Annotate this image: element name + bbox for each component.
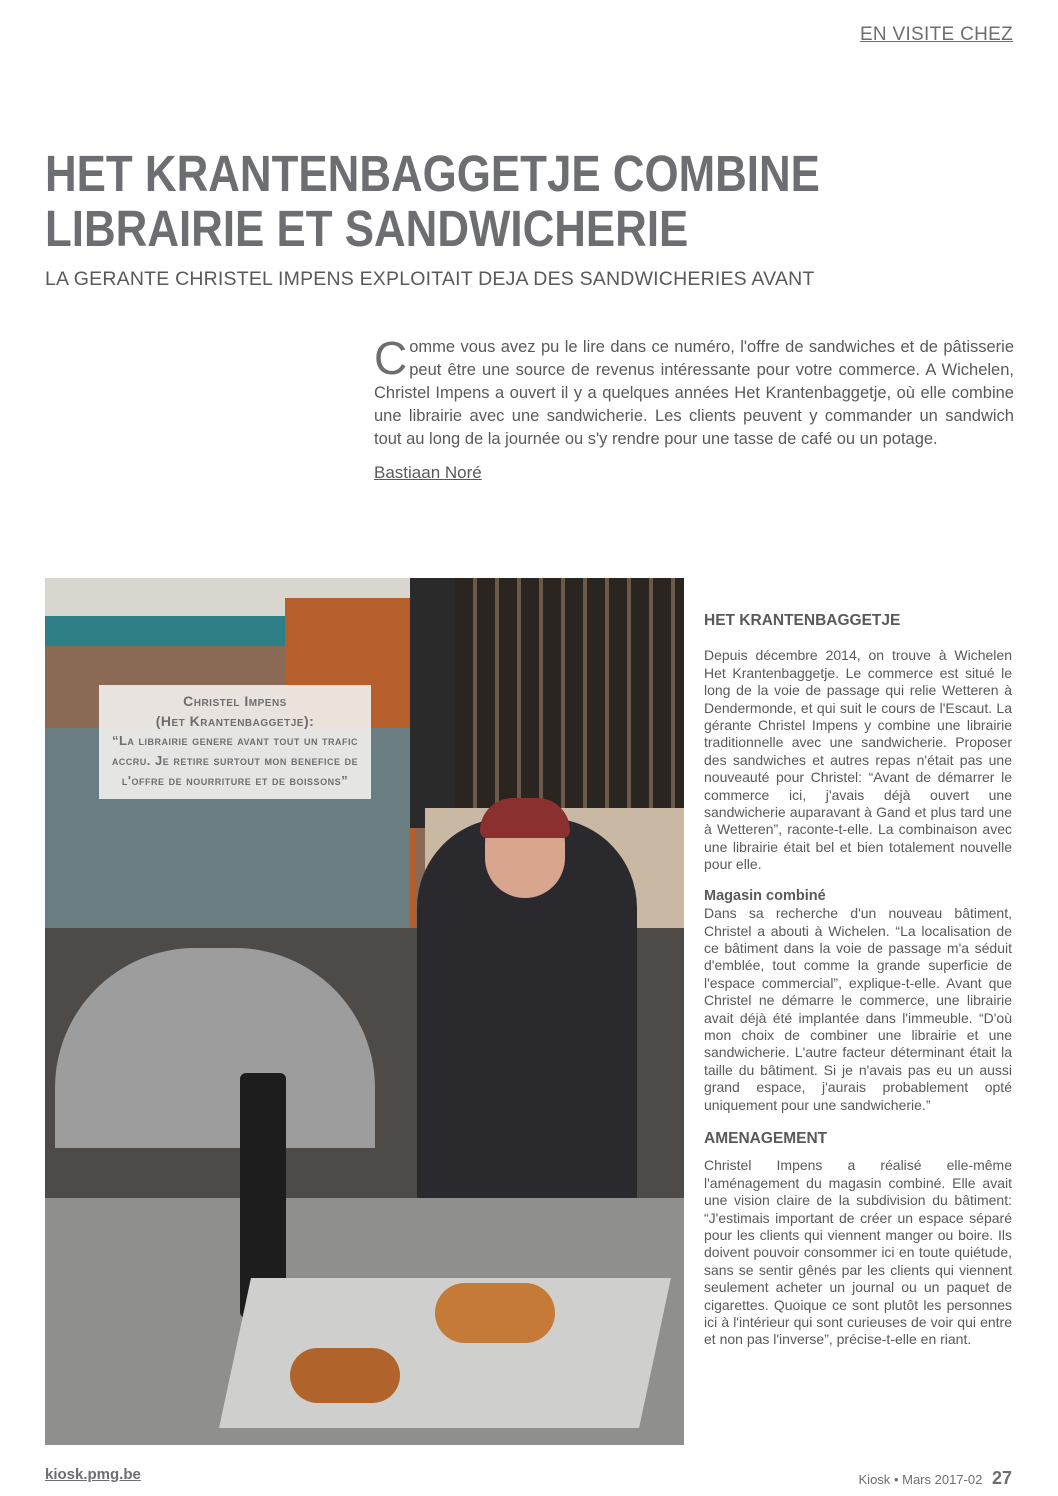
website-link[interactable]: kiosk.pmg.be <box>45 1466 141 1483</box>
intro-text: omme vous avez pu le lire dans ce numéro, l'offre de sandwiches et de pâtisserie peut être une source de revenus intéressante pour votre commerce. A Wichelen, Christel Impens a ouvert il y a quelques années Het Krantenbaggetje, où elle combine une librairie avec une sandwicherie. Les clients peuvent y commander un sandwich tout au long de la journée ou s'y rendre pour une tasse de café ou un potage. <box>374 338 1014 448</box>
paragraph-2: Dans sa recherche d'un nouveau bâtiment, Christel a abouti à Wichelen. “La localisation de ce bâtiment dans la voie de passage m'a séduit d'emblée, tout comme la grande superficie de l'espace commercial”, explique-t-elle. Avant que Christel ne démarre le commerce, une librairie avait déjà été implantée dans l'immeuble. “D'où mon choix de combiner une librairie et une sandwicherie. L'autre facteur déterminant était la taille du bâtiment. Si je n'avais pas eu un aussi grand espace, j'aurais probablement opté uniquement pour une sandwicherie.” <box>704 905 1012 1113</box>
publication-name: Kiosk <box>858 1472 891 1487</box>
caption-quote: “La librairie genere avant tout un trafic accru. Je retire surtout mon benefice de l'offre de nourriture et de boissons” <box>111 733 359 788</box>
bullet-separator: • <box>893 1472 899 1487</box>
caption-name: Christel Impens <box>183 693 287 709</box>
article-title <box>45 146 820 256</box>
croissant <box>435 1283 555 1343</box>
article-subtitle: LA GERANTE CHRISTEL IMPENS EXPLOITAIT DEJA DES SANDWICHERIES AVANT <box>45 268 815 290</box>
caption-shop: (Het Krantenbaggetje): <box>155 713 315 729</box>
teal-beam <box>45 616 285 646</box>
article-body-column <box>704 612 1012 1349</box>
paragraph-3: Christel Impens a réalisé elle-même l'aménagement du magasin combiné. Elle avait une vision claire de la subdivision du bâtiment: “J'estimais important de créer un espace séparé pour les clients qui viennent manger ou boire. Ils doivent pouvoir consommer ici en toute quiétude, sans se sentir gênés par les clients qui viennent seulement acheter un journal ou un paquet de cigarettes. Quoique ce sont plutôt les personnes ici à l'intérieur qui sont curieuses de voir qui entre et non pas l'inverse”, précise-t-elle en riant. <box>704 1157 1012 1348</box>
title-line-2: LIBRAIRIE ET SANDWICHERIE <box>45 200 689 257</box>
heading-krantenbaggetje: HET KRANTENBAGGETJE <box>704 612 901 629</box>
heading-amenagement: AMENAGEMENT <box>704 1129 828 1147</box>
issue-date: Mars 2017-02 <box>902 1472 983 1487</box>
author-link[interactable]: Bastiaan Noré <box>374 463 482 482</box>
heading-magasin-combine: Magasin combiné <box>704 887 826 904</box>
paragraph-1: Depuis décembre 2014, on trouve à Wichelen Het Krantenbaggetje. Le commerce est situé le long de la voie de passage qui relie Wetteren à Dendermonde, et qui suit le cours de l'Escaut. La gérante Christel Impens y combine une librairie traditionnelle avec une sandwicherie. Proposer des sandwiches et autres repas n'était pas une nouveauté pour Christel: “Avant de démarrer le commerce ici, j'avais déjà ouvert une sandwicherie auparavant à Gand et plus tard une à Wetteren”, raconte-t-elle. La combinaison avec une librairie était bel et bien totalement nouvelle pour elle. <box>704 647 1012 873</box>
pain-au-chocolat <box>290 1348 400 1403</box>
person-hair <box>480 798 570 838</box>
drop-cap: C <box>374 332 408 384</box>
section-label[interactable]: EN VISITE CHEZ <box>859 24 1013 45</box>
article-intro <box>374 332 1014 451</box>
title-line-1: HET KRANTENBAGGETJE COMBINE <box>45 145 820 202</box>
footer-info <box>859 1468 1012 1489</box>
pull-quote-caption <box>99 685 371 799</box>
magazine-shelf <box>455 578 684 808</box>
page-number: 27 <box>991 1468 1012 1488</box>
